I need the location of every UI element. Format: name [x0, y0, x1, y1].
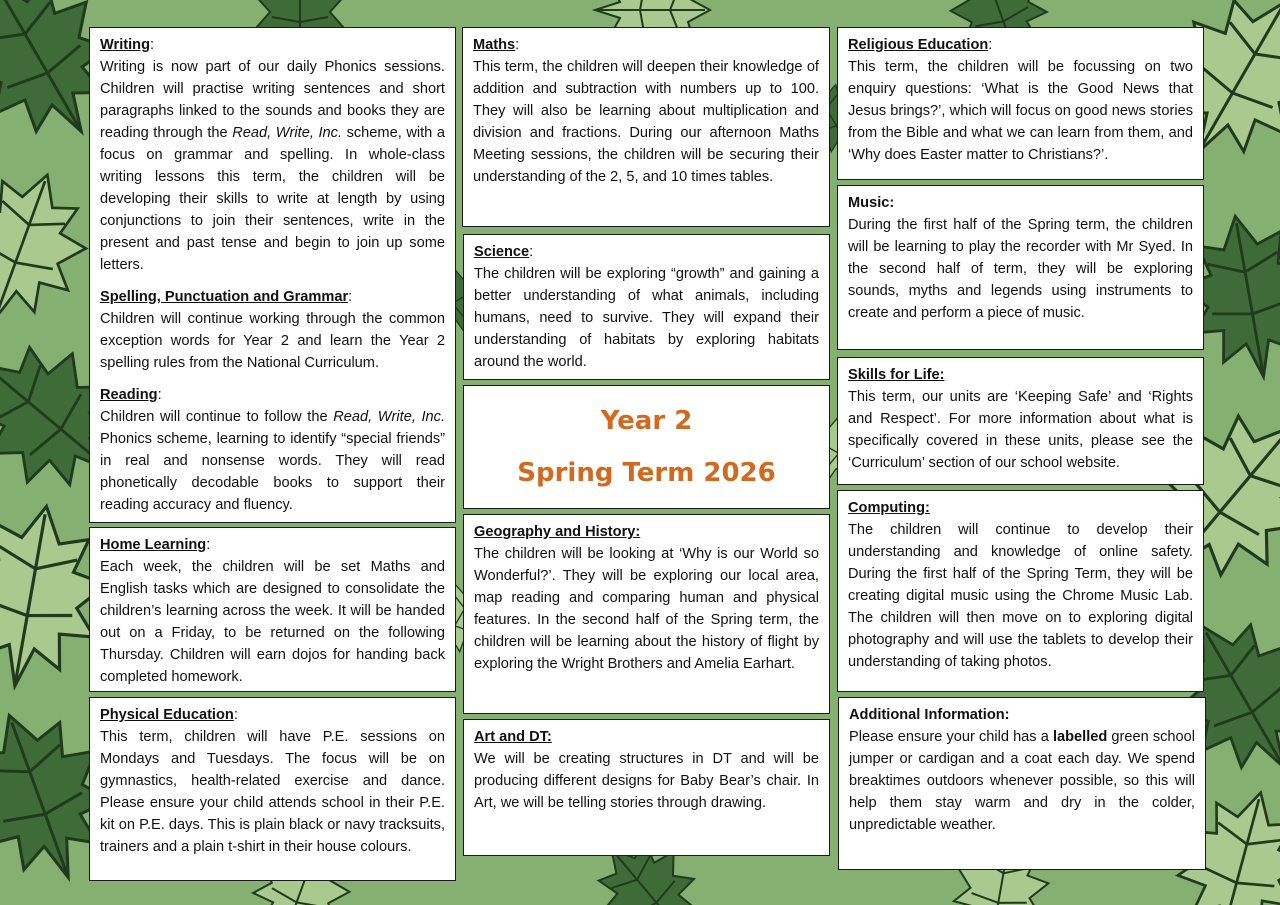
title-panel: [463, 385, 830, 509]
geography-history-heading: Geography and History:: [474, 524, 641, 540]
re-text: This term, the children will be focussing on two enquiry questions: ‘What is the Good News that Jesus brings?’, which will focus on good news stories from the Bible and what we can learn from them, and ‘Why does Easter matter to Christians?’.: [848, 59, 1193, 163]
pe-panel: Physical Education: This term, children will have P.E. sessions on Mondays and Tuesdays. The focus will be on gymnastics, health-related exercise and dance. Please ensure your child attends school in their P.E. kit on P.E. days. This is plain black or navy tracksuits, trainers and a plain t-shirt in their house colours.: [89, 697, 456, 881]
spag-section: Spelling, Punctuation and Grammar: Children will continue working through the common exception words for Year 2 and learn the Year 2 spelling rules from the National Curriculum.: [100, 286, 445, 374]
maths-text: This term, the children will deepen their knowledge of addition and subtraction with numbers up to 100. They will also be learning about multiplication and division and fractions. During our afternoon Maths Meeting sessions, the children will be securing their understanding of the 2, 5, and 10 times tables.: [473, 59, 819, 185]
writing-text: Writing is now part of our daily Phonics sessions. Children will practise writing sentences and short paragraphs linked to the sounds and books they are reading through the Read, Write, Inc. scheme, with a focus on grammar and spelling. In whole-class writing lessons this term, the children will be developing their skills to write at length by using conjunctions to join their sentences, write in the present and past tense and begin to join up some letters.: [100, 59, 445, 273]
additional-info-heading: Additional Information:: [849, 707, 1010, 723]
maths-heading: Maths: [473, 37, 516, 53]
art-dt-panel: [463, 719, 830, 856]
science-heading: Science: [474, 244, 530, 260]
science-text: The children will be exploring “growth” and gaining a better understanding of what animals, including humans, need to survive. They will expand their understanding of habitats by exploring habitats around the world.: [474, 266, 819, 370]
skills-for-life-text: This term, our units are ‘Keeping Safe’ and ‘Rights and Respect’. For more information about what is specifically covered in these units, please see the ‘Curriculum’ section of our school website.: [848, 389, 1193, 471]
spag-heading: Spelling, Punctuation and Grammar: [100, 289, 349, 305]
geography-history-panel: [463, 514, 830, 714]
art-dt-heading: Art and DT:: [474, 729, 552, 745]
writing-section: Writing: Writing is now part of our daily Phonics sessions. Children will practise writing sentences and short paragraphs linked to the sounds and books they are reading through the Read, Write, Inc. scheme, with a focus on grammar and spelling. In whole-class writing lessons this term, the children will be developing their skills to write at length by using conjunctions to join their sentences, write in the present and past tense and begin to join up some letters.: [100, 34, 445, 276]
reading-text: Children will continue to follow the Read, Write, Inc. Phonics scheme, learning to identify “special friends” in real and nonsense words. They will read phonetically decodable books to support their reading accuracy and fluency.: [100, 409, 446, 513]
writing-spag-reading-panel: [89, 27, 456, 523]
reading-heading: Reading: [100, 387, 158, 403]
reading-section: Reading: Children will continue to follow the Read, Write, Inc. Phonics scheme, learning to identify “special friends” in real and nonsense words. They will read phonetically decodable books to support their reading accuracy and fluency.: [100, 384, 445, 516]
additional-info-panel: [838, 697, 1206, 870]
computing-heading: Computing:: [848, 500, 930, 516]
art-dt-text: We will be creating structures in DT and will be producing different designs for Baby Bear’s chair. In Art, we will be telling stories through drawing.: [474, 751, 819, 811]
home-learning-panel: Home Learning: Each week, the children will be set Maths and English tasks which are designed to consolidate the children’s learning across the week. It will be handed out on a Friday, to be returned on the following Thursday. Children will earn dojos for handing back completed homework.: [89, 527, 456, 692]
spag-text: Children will continue working through the common exception words for Year 2 and learn the Year 2 spelling rules from the National Curriculum.: [100, 311, 445, 371]
geography-history-text: The children will be looking at ‘Why is our World so Wonderful?’. They will be exploring our local area, map reading and comparing human and physical features. In the second half of the Spring term, the children will be learning about the history of flight by exploring the Wright Brothers and Amelia Earhart.: [474, 546, 819, 672]
pe-text: This term, children will have P.E. sessions on Mondays and Tuesdays. The focus will be on gymnastics, health-related exercise and dance. Please ensure your child attends school in their P.E. kit on P.E. days. This is plain black or navy tracksuits, trainers and a plain t-shirt in their house colours.: [100, 729, 445, 855]
additional-info-text: Please ensure your child has a labelled green school jumper or cardigan and a coat each day. We spend breaktimes outdoors whenever possible, so this will help them stay warm and dry in the colder, unpredictable weather.: [849, 729, 1196, 833]
music-heading: Music:: [848, 195, 895, 211]
pe-heading: Physical Education: [100, 707, 234, 723]
year-title: Year 2: [600, 406, 693, 436]
home-learning-text: Each week, the children will be set Maths and English tasks which are designed to consolidate the children’s learning across the week. It will be handed out on a Friday, to be returned on the following Thursday. Children will earn dojos for handing back completed homework.: [100, 559, 445, 685]
science-panel: Science: The children will be exploring “growth” and gaining a better understanding of what animals, including humans, need to survive. They will expand their understanding of habitats by exploring habitats around the world.: [463, 234, 830, 380]
maths-panel: Maths: This term, the children will deepen their knowledge of addition and subtraction with numbers up to 100. They will also be learning about multiplication and division and fractions. During our afternoon Maths Meeting sessions, the children will be securing their understanding of the 2, 5, and 10 times tables.: [462, 27, 830, 227]
music-panel: [837, 185, 1204, 350]
term-title: Spring Term 2026: [517, 458, 776, 488]
music-text: During the first half of the Spring term, the children will be learning to play the recorder with Mr Syed. In the second half of term, they will be exploring sounds, myths and legends using instruments to create and perform a piece of music.: [848, 217, 1193, 321]
computing-text: The children will continue to develop their understanding and knowledge of online safety. During the first half of the Spring Term, they will be creating digital music using the Chrome Music Lab. The children will then move on to exploring digital photography and will use the tablets to develop their understanding of taking photos.: [848, 522, 1193, 670]
skills-for-life-panel: [837, 357, 1204, 485]
re-panel: Religious Education: This term, the children will be focussing on two enquiry questions: ‘What is the Good News that Jesus brings?’, which will focus on good news stories from the Bible and what we can learn from them, and ‘Why does Easter matter to Christians?’.: [837, 27, 1204, 180]
writing-heading: Writing: [100, 37, 150, 53]
computing-panel: [837, 490, 1204, 692]
home-learning-heading: Home Learning: [100, 537, 207, 553]
re-heading: Religious Education: [848, 37, 989, 53]
skills-for-life-heading: Skills for Life:: [848, 367, 945, 383]
